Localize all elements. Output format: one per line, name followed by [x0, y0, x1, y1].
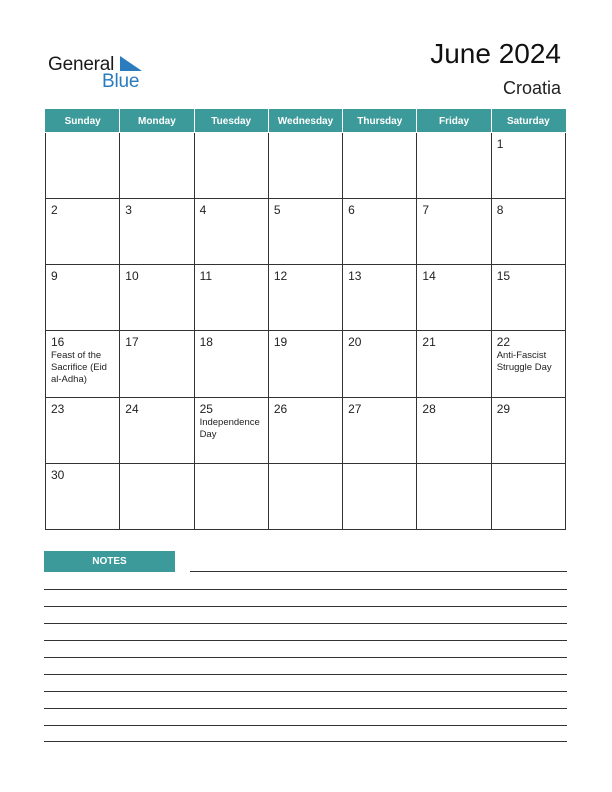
day-cell [120, 133, 194, 199]
holiday-label: Feast of the Sacrifice (Eid al-Adha) [51, 350, 107, 386]
day-number: 21 [422, 335, 436, 350]
day-cell [491, 463, 565, 529]
day-cell [46, 463, 120, 529]
note-line [44, 725, 567, 726]
day-cell [268, 397, 342, 463]
day-cell [120, 199, 194, 265]
day-number: 2 [51, 203, 58, 218]
logo-text-general: General [48, 54, 115, 75]
day-number: 17 [125, 335, 139, 350]
day-cell [491, 331, 565, 397]
day-cell [268, 463, 342, 529]
day-cell [268, 133, 342, 199]
day-cell [417, 397, 491, 463]
day-cell [120, 463, 194, 529]
day-cell [343, 331, 417, 397]
day-cell [194, 397, 268, 463]
note-line [44, 657, 567, 658]
day-number: 9 [51, 269, 58, 284]
day-number: 20 [348, 335, 362, 350]
day-number: 10 [125, 269, 139, 284]
day-number: 11 [199, 269, 213, 284]
day-cell [194, 463, 268, 529]
note-line [44, 640, 567, 641]
day-cell [120, 397, 194, 463]
day-number: 16 [51, 335, 65, 350]
day-number: 12 [273, 269, 288, 284]
weekday-header: Sunday [46, 110, 120, 133]
day-number: 15 [496, 269, 511, 284]
weekday-header: Tuesday [194, 110, 268, 133]
calendar-week-row [46, 265, 566, 331]
day-cell [417, 463, 491, 529]
note-line [44, 708, 567, 709]
logo-triangle-icon [120, 56, 142, 71]
notes-label: NOTES [44, 551, 175, 572]
day-cell [343, 397, 417, 463]
calendar-week-row [46, 397, 566, 463]
day-number: 23 [51, 401, 65, 416]
day-cell [194, 331, 268, 397]
day-number: 28 [422, 401, 436, 416]
day-cell [46, 199, 120, 265]
day-number: 25 [199, 401, 213, 416]
day-number: 24 [125, 401, 139, 416]
day-number: 22 [496, 335, 511, 350]
day-number: 26 [273, 401, 288, 416]
day-cell [46, 397, 120, 463]
day-cell [194, 265, 268, 331]
calendar-week-row [46, 463, 566, 529]
holiday-label: Independence Day [199, 416, 260, 440]
day-number: 7 [422, 203, 430, 218]
weekday-header-row [46, 110, 566, 133]
calendar-grid [45, 109, 566, 530]
day-number: 8 [496, 203, 504, 218]
logo-text-blue: Blue [102, 71, 140, 92]
calendar-week-row [46, 331, 566, 397]
day-number: 1 [496, 137, 504, 151]
day-number: 6 [348, 203, 355, 218]
day-cell [417, 331, 491, 397]
day-cell [491, 199, 565, 265]
day-cell [417, 265, 491, 331]
day-number: 4 [199, 203, 207, 218]
day-cell [417, 133, 491, 199]
day-cell [194, 199, 268, 265]
day-cell [46, 331, 120, 397]
day-cell [343, 463, 417, 529]
day-number: 14 [422, 269, 436, 284]
day-cell [268, 265, 342, 331]
note-line [44, 623, 567, 624]
day-number: 29 [496, 401, 511, 416]
day-cell [268, 199, 342, 265]
weekday-header: Wednesday [268, 110, 342, 133]
day-cell [491, 397, 565, 463]
note-line [44, 589, 567, 590]
day-cell [120, 331, 194, 397]
day-cell [194, 133, 268, 199]
day-number: 13 [348, 269, 362, 284]
day-cell [268, 331, 342, 397]
calendar-week-row [46, 199, 566, 265]
country-name: Croatia [502, 78, 561, 98]
day-number: 3 [125, 203, 132, 218]
day-number: 19 [273, 335, 288, 350]
note-line [44, 741, 567, 742]
weekday-header: Saturday [491, 110, 565, 133]
note-line [44, 674, 567, 675]
day-number: 18 [199, 335, 213, 350]
day-number: 5 [273, 203, 281, 218]
day-cell [491, 265, 565, 331]
holiday-label: Anti-Fascist Struggle Day [496, 350, 552, 374]
weekday-header: Monday [120, 110, 194, 133]
note-line [44, 691, 567, 692]
weekday-header: Friday [417, 110, 491, 133]
day-cell [343, 265, 417, 331]
day-number: 30 [51, 467, 65, 482]
day-cell [46, 133, 120, 199]
note-line [190, 571, 567, 572]
day-cell [46, 265, 120, 331]
day-cell [343, 199, 417, 265]
calendar-title: June 2024 [430, 38, 561, 69]
day-cell [120, 265, 194, 331]
day-number: 27 [348, 401, 362, 416]
calendar-week-row [46, 133, 566, 199]
weekday-header: Thursday [343, 110, 417, 133]
generalblue-logo [48, 52, 158, 96]
day-cell [491, 133, 565, 199]
day-cell [417, 199, 491, 265]
day-cell [343, 133, 417, 199]
note-line [44, 606, 567, 607]
